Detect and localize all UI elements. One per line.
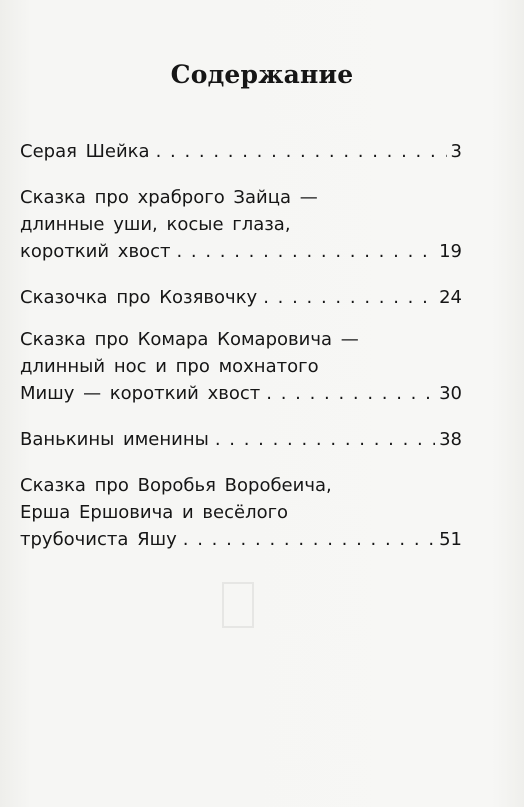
toc-entry-title: Сказка про Комара Комаровича — xyxy=(20,329,359,350)
toc-page-number: 51 xyxy=(439,529,462,550)
toc-entry-title: короткий хвост xyxy=(20,241,171,262)
toc-entry-title: Мишу — короткий хвост xyxy=(20,383,261,404)
dot-leader xyxy=(263,284,435,311)
dot-leader xyxy=(215,426,435,453)
toc-entry[interactable] xyxy=(20,284,462,311)
dot-leader xyxy=(176,238,435,265)
toc-entry-title: Серая Шейка xyxy=(20,141,150,162)
toc-entry-title: Сказка про храброго Зайца — xyxy=(20,187,318,208)
dot-leader xyxy=(266,380,435,407)
toc-entry[interactable] xyxy=(20,472,462,553)
toc-entry-title: Ванькины именины xyxy=(20,429,209,450)
toc-page-number: 3 xyxy=(450,141,462,162)
dot-leader xyxy=(183,526,435,553)
toc-entry[interactable] xyxy=(20,426,462,453)
toc-entry[interactable] xyxy=(20,184,462,265)
toc-entry-title: Ерша Ершовича и весёлого xyxy=(20,502,289,523)
dot-leader xyxy=(156,138,447,165)
toc-entry-title: длинные уши, косые глаза, xyxy=(20,214,291,235)
toc-entry-title: Сказочка про Козявочку xyxy=(20,287,258,308)
toc-entry[interactable] xyxy=(20,326,462,407)
publisher-logo-icon xyxy=(222,582,254,628)
toc-entry-title: Сказка про Воробья Воробеича, xyxy=(20,475,332,496)
toc-entry-title: длинный нос и про мохнатого xyxy=(20,356,319,377)
toc-page-number: 19 xyxy=(439,241,462,262)
toc-page-number: 38 xyxy=(439,429,462,450)
toc-entry[interactable] xyxy=(20,138,462,165)
toc-page-number: 30 xyxy=(439,383,462,404)
page-title: Содержание xyxy=(170,60,354,89)
toc-page-number: 24 xyxy=(439,287,462,308)
toc-entry-title: трубочиста Яшу xyxy=(20,529,177,550)
